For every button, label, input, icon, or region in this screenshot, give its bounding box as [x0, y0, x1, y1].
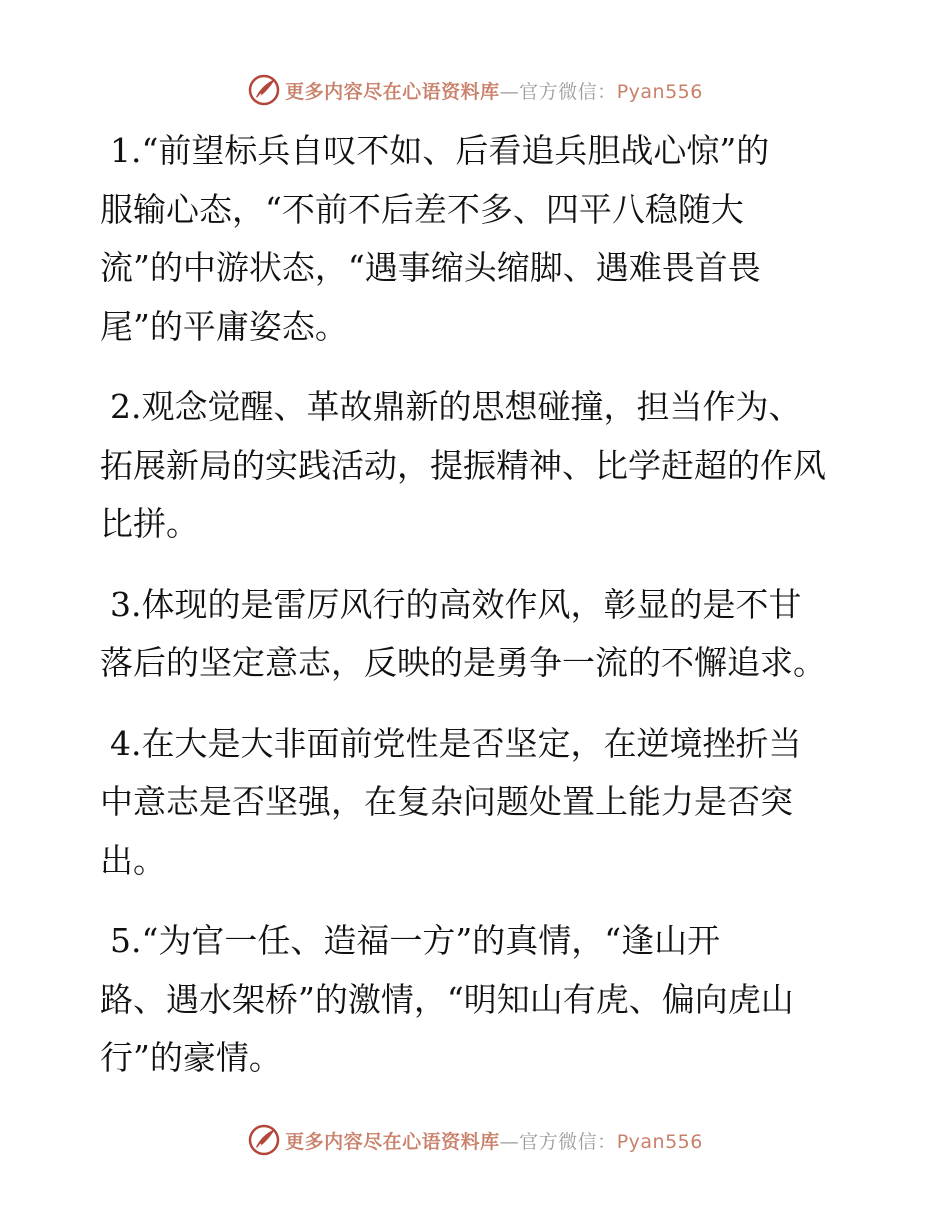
line: 拓展新局的实践活动，提振精神、比学赶超的作风 [100, 445, 826, 485]
line: 流”的中游状态，“遇事缩头缩脚、遇难畏首畏 [100, 248, 761, 287]
line: 中意志是否坚强，在复杂问题处置上能力是否突 [100, 782, 793, 821]
banner-wechat-id: Pyan556 [616, 1130, 703, 1153]
line: 落后的坚定意志，反映的是勇争一流的不懈追求。 [100, 643, 826, 682]
line: 1.“前望标兵自叹不如、后看追兵胆战心惊”的 [110, 131, 770, 170]
line: 4.在大是大非面前党性是否坚定，在逆境挫折当 [110, 723, 802, 763]
line: 尾”的平庸姿态。 [100, 306, 348, 346]
line: 5.“为官一任、造福一方”的真情，“逢山开 [110, 921, 721, 960]
list-item [100, 122, 860, 356]
banner-main-text: 更多内容尽在心语资料库 [285, 80, 500, 103]
list-item [100, 715, 860, 891]
banner-text [285, 1127, 703, 1154]
quill-pen-logo-icon [247, 1123, 281, 1157]
banner-wechat-label: 官方微信： [519, 80, 617, 103]
banner-dash: — [499, 1130, 520, 1153]
list-item [100, 378, 860, 554]
line: 行”的豪情。 [100, 1038, 282, 1077]
line: 出。 [100, 840, 166, 880]
quill-pen-logo-icon [247, 73, 281, 107]
banner-main-text: 更多内容尽在心语资料库 [285, 1130, 500, 1153]
footer-banner [0, 1120, 950, 1160]
line: 3.体现的是雷厉风行的高效作风，彰显的是不甘 [110, 584, 802, 624]
list-item [100, 576, 860, 693]
line: 比拼。 [100, 504, 199, 543]
banner-text [285, 77, 703, 104]
line: 路、遇水架桥”的激情，“明知山有虎、偏向虎山 [100, 979, 794, 1019]
header-banner [0, 70, 950, 110]
banner-wechat-label: 官方微信： [519, 1130, 617, 1153]
banner-wechat-id: Pyan556 [616, 80, 703, 103]
list-item [100, 912, 860, 1088]
line: 服输心态，“不前不后差不多、四平八稳随大 [100, 189, 744, 229]
document-body [100, 122, 860, 1110]
line: 2.观念觉醒、革故鼎新的思想碰撞，担当作为、 [110, 387, 802, 426]
banner-dash: — [499, 80, 520, 103]
